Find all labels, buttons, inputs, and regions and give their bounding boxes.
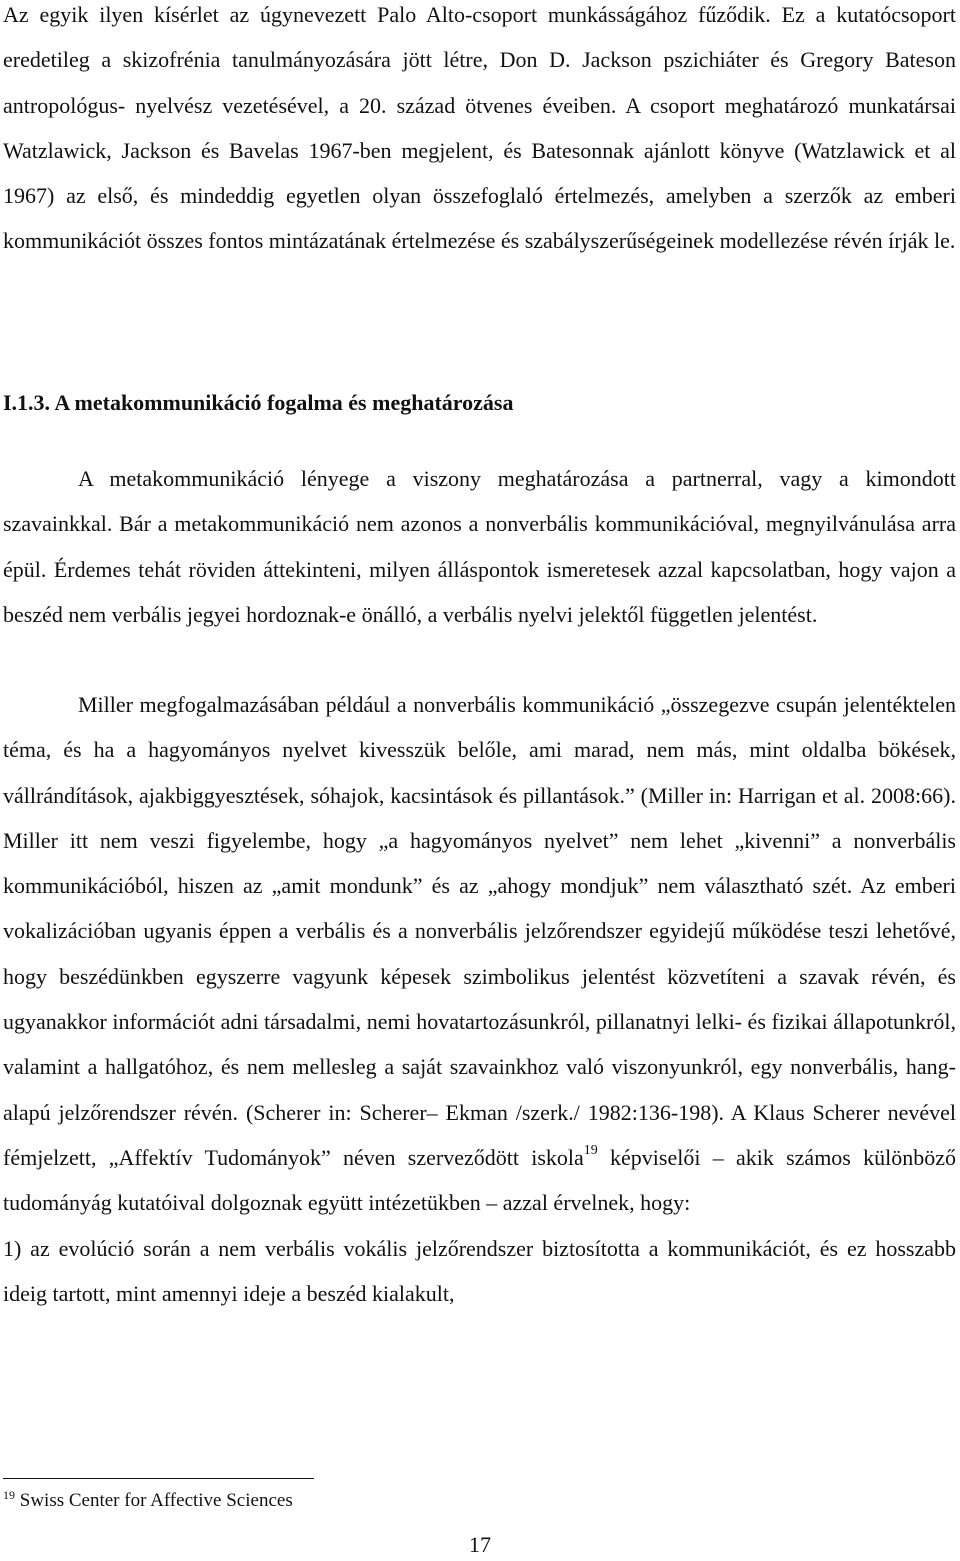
section-heading: I.1.3. A metakommunikáció fogalma és meghatározása (3, 390, 514, 415)
body-paragraph: A metakommunikáció lényege a viszony meghatározása a partnerral, vagy a kimondott szavainkkal. Bár a metakommunikáció nem azonos a nonverbális kommunikációval, megnyilvánulása arra épül. Érdemes tehát röviden áttekinteni, milyen álláspontok ismeretesek azzal kapcsolatban, hogy vajon a beszéd nem verbális jegyei hordoznak-e önálló, a verbális nyelvi jelektől független jelentést. (3, 466, 956, 627)
page-number: 17 (469, 1532, 491, 1557)
footnote-text: Swiss Center for Affective Sciences (19, 1490, 293, 1511)
paragraph-text: képviselői – akik számos különböző tudományág kutatóival dolgoznak együtt intézetükben – azzal érvelnek, hogy: (3, 1144, 956, 1216)
footnote-number: 19 (3, 1488, 15, 1502)
footnote (3, 1489, 293, 1513)
footnote-divider (3, 1478, 314, 1479)
body-paragraph-with-list (3, 682, 956, 1316)
list-item: 1) az evolúció során a nem verbális vokális jelzőrendszer biztosította a kommunikációt, és ez hosszabb ideig tartott, mint amennyi ideje a beszéd kialakult, (3, 1235, 956, 1306)
paragraph-text: Miller megfogalmazásában például a nonverbális kommunikáció „összegezve csupán jelentéktelen téma, és ha a hagyományos nyelvet kivesszük belőle, ami marad, nem más, mint oldalba bökések, vállrándítások, ajakbiggyesztések, sóhajok, kacsintások és pillantások.” (Miller in: Harrigan et al. 2008:66). Miller itt nem veszi figyelembe, hogy „a hagyományos nyelvet” nem lehet „kivenni” a nonverbális kommunikációból, hiszen az „amit mondunk” és az „ahogy mondjuk” nem választható szét. Az emberi vokalizációban ugyanis éppen a verbális és a nonverbális jelzőrendszer egyidejű működése teszi lehetővé, hogy beszédünkben egyszerre vagyunk képesek szimbolikus jelentést közvetíteni a szavak révén, és ugyanakkor információt adni társadalmi, nemi hovatartozásunkról, pillanatnyi lelki- és fizikai állapotunkról, valamint a hallgatóhoz, és nem mellesleg a saját szavainkhoz való viszonyunkról, egy nonverbális, hang-alapú jelzőrendszer révén. (Scherer in: Scherer– Ekman /szerk./ 1982:136-198). A Klaus Scherer nevével fémjelzett, „Affektív Tudományok” néven szerveződött iskola (3, 692, 956, 1170)
body-paragraph: Az egyik ilyen kísérlet az úgynevezett Palo Alto-csoport munkásságához fűződik. Ez a kutatócsoport eredetileg a skizofrénia tanulmányozására jött létre, Don D. Jackson pszichiáter és Gregory Bateson antropológus- nyelvész vezetésével, a 20. század ötvenes éveiben. A csoport meghatározó munkatársai Watzlawick, Jackson és Bavelas 1967-ben megjelent, és Batesonnak ajánlott könyve (Watzlawick et al 1967) az első, és mindeddig egyetlen olyan összefoglaló értelmezés, amelyben a szerzők az emberi kommunikációt összes fontos mintázatának értelmezése és szabályszerűségeinek modellezése révén írják le. (3, 2, 956, 254)
footnote-reference: 19 (583, 1142, 598, 1158)
